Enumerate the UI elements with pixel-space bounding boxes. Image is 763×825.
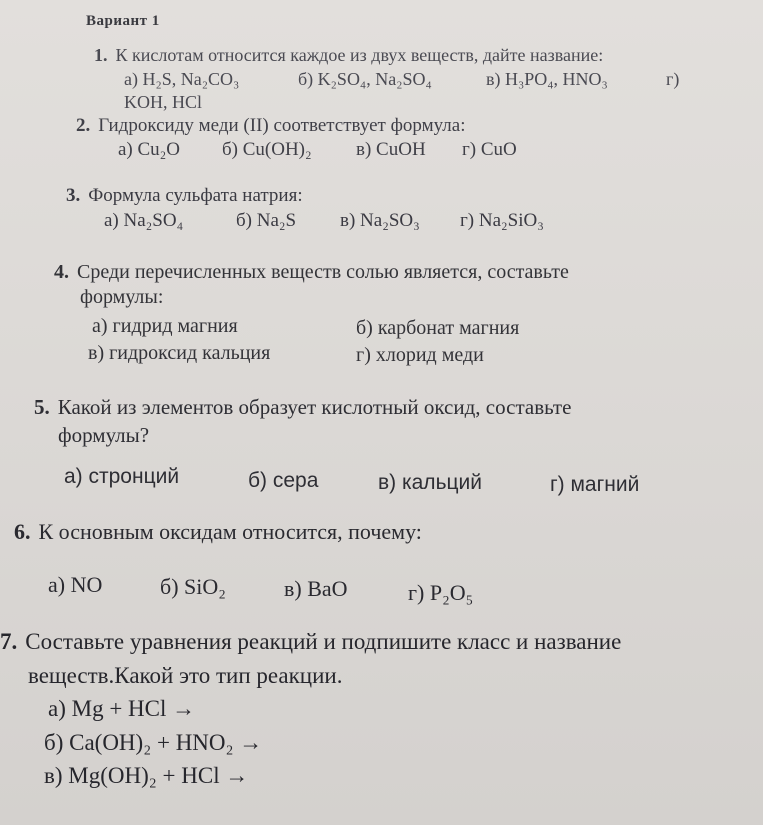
question-4-text-1: Среди перечисленных веществ солью является, составьте	[77, 261, 569, 283]
question-1	[94, 46, 603, 64]
question-2-option-a: а) Cu₂O	[118, 139, 181, 160]
question-3	[66, 186, 303, 205]
question-5-text-2: формулы?	[58, 423, 150, 447]
question-4-option-c: в) гидроксид кальция	[88, 342, 271, 364]
question-1-option-a: а) H₂S, Na₂CO₃	[124, 69, 240, 89]
question-3-option-b: б) Na₂S	[236, 210, 297, 231]
question-5-line-1	[34, 397, 571, 418]
question-7-reaction-a: а) Mg + HCl →	[48, 696, 196, 721]
question-5-option-d: г) магний	[550, 473, 640, 496]
question-5-number: 5.	[34, 395, 50, 419]
question-3-text: Формула сульфата натрия:	[88, 185, 303, 206]
question-3-option-d: г) Na₂SiO₃	[460, 210, 544, 231]
question-4-text-2: формулы:	[80, 286, 164, 308]
question-1-number: 1.	[94, 45, 108, 65]
question-5-option-b: б) сера	[248, 469, 319, 492]
question-1-option-d: г)	[666, 69, 680, 89]
question-6-option-c: в) BaO	[284, 576, 348, 601]
question-6-option-a: а) NO	[48, 572, 103, 597]
question-6-option-d: г) P₂O₅	[408, 580, 474, 605]
question-3-number: 3.	[66, 185, 81, 206]
question-2-number: 2.	[76, 115, 91, 136]
question-2-option-c: в) CuOH	[356, 139, 426, 160]
question-1-text: К кислотам относится каждое из двух веществ, дайте название:	[115, 45, 604, 65]
question-6-option-b: б) SiO₂	[160, 574, 226, 599]
question-3-option-c: в) Na₂SO₃	[340, 210, 420, 231]
question-6-text: К основным оксидам относится, почему:	[38, 519, 422, 544]
question-6	[14, 521, 422, 543]
question-3-option-a: а) Na₂SO₄	[104, 210, 184, 231]
question-4-line-1	[54, 262, 569, 282]
question-7-text-1: Составьте уравнения реакций и подпишите класс и название	[25, 629, 622, 654]
question-4-option-d: г) хлорид меди	[356, 344, 484, 366]
question-5-option-c: в) кальций	[378, 471, 482, 494]
question-7-reaction-b: б) Ca(OH)₂ + HNO₂ →	[44, 730, 263, 755]
question-5-option-a: а) стронций	[64, 465, 180, 488]
question-2-option-b: б) Cu(OH)₂	[222, 139, 312, 160]
question-2-option-d: г) CuO	[462, 139, 517, 160]
question-4-option-b: б) карбонат магния	[356, 317, 520, 339]
question-6-number: 6.	[14, 519, 31, 544]
question-5-text-1: Какой из элементов образует кислотный оксид, составьте	[57, 395, 572, 419]
question-4-number: 4.	[54, 261, 69, 283]
question-1-option-b: б) K₂SO₄, Na₂SO₄	[298, 69, 432, 89]
question-2-text: Гидроксиду меди (II) соответствует формула:	[98, 115, 466, 136]
variant-title: Вариант 1	[86, 13, 160, 29]
question-7-reaction-c: в) Mg(OH)₂ + HCl →	[44, 763, 249, 788]
question-1-option-c: в) H₃PO₄, HNO₃	[486, 69, 608, 89]
question-4-option-a: а) гидрид магния	[92, 315, 238, 337]
question-2	[76, 116, 465, 135]
question-7-line-1	[0, 630, 621, 653]
question-7-number: 7.	[0, 629, 18, 654]
question-7-text-2: веществ.Какой это тип реакции.	[28, 663, 343, 688]
question-1-continuation: KOH, HCl	[124, 92, 203, 112]
